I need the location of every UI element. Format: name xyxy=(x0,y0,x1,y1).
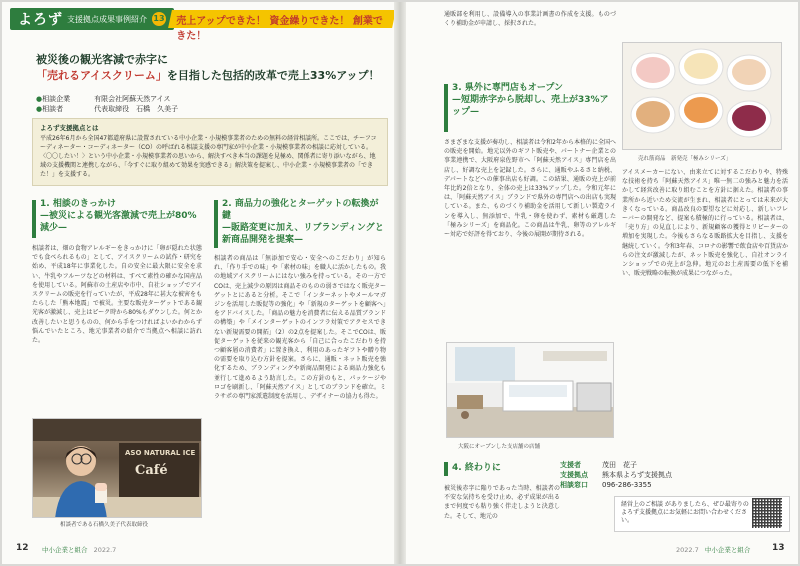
page-header xyxy=(2,2,394,42)
section-title: 終わりに xyxy=(464,463,501,473)
section-1-body: 相談者は、畑の食物アレルギーをきっかけに「卵が隠れた状態でも食べられるもの」として、アイスクリームの試作・研究を始め、平成18年に事業化した。自の安全に最大限に安全を求い、牛乳やフルーツなどの材料は、すべて素性の確かな国産品を使用している。阿蘇市の土産店や市中、自社ショップでアイスクリームの販売を行っていたが、平成28年に甚大な被害をもたらした「熊本地震」で被災。主要な販売ターゲットである観光客が激減し、売上はピーク時から80%もダウンした。何とか改善したいと思うものの、何から手をつければよいかわからず悩んでいたところ、地元事業者の紹介で当拠点へ相談に訪れた。 xyxy=(32,245,202,345)
section-title: 相談のきっかけ xyxy=(52,199,116,209)
section-subtitle: —被災による観光客激減で売上が80%減少— xyxy=(40,211,197,233)
section-bar xyxy=(444,84,448,132)
shop-interior xyxy=(447,343,614,438)
footer-magazine xyxy=(42,545,116,554)
product-caption: 売れ筋商品 新発売「極みシリーズ」 xyxy=(638,156,732,162)
spread-gutter xyxy=(394,2,406,564)
section-4-heading xyxy=(452,462,562,474)
product-photo xyxy=(622,42,782,150)
series-subtitle: 支援拠点成果事例紹介 xyxy=(67,14,147,24)
contact-value: 茂田 花子 xyxy=(602,461,637,469)
contact-value: 096-286-3355 xyxy=(602,481,652,489)
contact-value: 熊本県よろず支援拠点 xyxy=(602,471,672,479)
magazine-spread xyxy=(2,2,798,564)
shop-caption: 大阪にオープンした支店舗の店舗 xyxy=(458,444,541,450)
section-subtitle: —短期赤字から脱却し、売上が33%アップ— xyxy=(452,95,609,117)
contact-row xyxy=(560,470,672,480)
page-number: 13 xyxy=(772,543,785,553)
left-page xyxy=(2,2,394,564)
section-number: 1. xyxy=(40,199,50,209)
company-label: 相談企業 xyxy=(42,95,71,103)
photo-caption: 相談者である石橋久美子代表取締役 xyxy=(60,522,149,528)
title-line1: 被災後の観光客減で赤字に xyxy=(36,53,168,66)
shop-photo xyxy=(446,342,614,438)
section-4-body: 被災後赤字に陥りであった当時、相談者の不安な気持ちを受け止め、必ず成果が出るまで何度でも粘り強く伴走しようと決意した。そして、地元の xyxy=(444,485,560,520)
section-2-continued: 通販部を利用し、設備導入の事業計画書の作成を支援。ものづくり補助金が申請し、採択された。 xyxy=(444,11,616,28)
brand-name: よろず xyxy=(18,12,63,28)
section-3-body: さまざまな支援が奏功し、相談者は令和2年から本格的に全国への販売を開始。地元以外のギフト販売や、パートナー企業との事業連携で、大阪府泉佐野市へ「阿蘇天然アイス」専門店を出店し、好調な売上を記録した。さらに、通販やふるさと納税、デパートなどへの催事出店も好調。この結果、通販の売上が前年比約2倍となり、全体の売上は33%アップした。令和元年には、「阿蘇天然アイス」ブランドで県外の専門店への出店も実現している。また、ものづくり補助金を活用して新しい製造ラインを導入し、無添加で、牛乳・卵を使わず、素材も厳選した「極みシリーズ」を商品化。この商品は牛乳、卵等のアレルギー対応で好評を得ており、今後の展開が期待される。 xyxy=(444,139,616,239)
section-2-body: 相談者の商品は「無添加で安心・安全へのこだわり」が知られ、「作り手での味」や「素材の味」を職人に活かしたもの。我の地域アイスクリームにはない強みを持っている。その一方でCOは、売上減少の原因は商品そのものの弱さではなく販売ターゲットとにあると分析。そこで「インターネットやメールマガジンを活用した販促等の強化」や「新規のターゲットを顧客へ」をアドバイスした。「商品の魅力を消費者に伝える品質ブランドの構築」や「メインターゲットのインフラ対策でアクセスできない新規需要の開拓」（2）の2点を提案した。そこでCOは、販促ターゲットを従来の観光客から「自己に合ったこだわりを持つ顧客層の消費者」に置き換え、利用のあったギフトや贈り物の需要を取り込む方針を提案。さらに、通販・ネット販売を強化するため、ブランディングや新商品開発による商品力強化も並行して進めるよう助言した。この方針のもと、パッケージやロゴを刷新し、「阿蘇天然アイス」としてのブランドを確立。ミラサポの専門家派遣制度を活用し、デザイナーの協力も得た。 xyxy=(214,255,386,401)
title-highlight: 「売れるアイスクリーム」 xyxy=(36,69,167,82)
photo-illustration xyxy=(33,419,202,518)
intro-heading: よろず支援拠点とは xyxy=(40,124,99,132)
section-3-right-body: アイスメーカーにない、由来立てに対するこだわりや、特殊な技術を持ち「阿蘇天然アイス」唯一無二の強みと魅力を活かして経営改善に取り組むことを方針に据えた。相談者の事業所から近いため交流が生まれ、相談者にとっては未来が大きくなっている。商品改良の要望などに対応し、新しいフレーバーの開発など、提案も積極的に行っている。相談者は、「売り方」の見直しにより、新規顧客の獲得とリピーターの増加を実現した。今後もさらなる販路拡大を目指し、支援を継続していく。令和3年春、コロナの影響で飲食店や百貨店からの注文が激減したが、ネット販売を強化し、自社オンラインショップでの売上が急伸。地元のお土産需要の低下を補い、販売戦略の転換が成果につながった。 xyxy=(622,169,788,278)
section-bar xyxy=(214,200,218,248)
contact-info xyxy=(560,460,672,490)
contact-row xyxy=(560,480,672,490)
intro-text: 平成26年6月から全国47都道府県に設置されている中小企業・小規模事業者のための無料の経営相談所。ここでは、チーフコーディネーター・コーディネーター（CO）の呼ばれる相談支援の専門家が中小企業・小規模事業者の相談に応対している。〈〇〇したい！〉という中小企業・小規模事業者の思いから、解決すべき本当の課題を見極め、関係者に寄り添いながら、地域の支援機関と連携しながら、「今すぐに取り組めて効果を実感できる」解決策を提案し、中小企業・小規模事業者の「できた！」を支援する。 xyxy=(40,135,377,178)
footer-mag-name: 中小企業と組合 xyxy=(42,546,88,554)
contact-label: 相談窓口 xyxy=(560,481,588,489)
company-value: 有限会社阿蘇天然アイス xyxy=(94,95,171,103)
bullet-icon: ● xyxy=(36,95,43,103)
section-2-heading xyxy=(222,198,386,246)
section-1-heading xyxy=(40,198,200,234)
ice-cream-cups xyxy=(623,43,782,150)
contact-label: 支援拠点 xyxy=(560,471,588,479)
title-rest: を目指した包括的改革で売上33%アップ！ xyxy=(166,69,380,82)
company-row xyxy=(36,94,178,104)
footer-date: 2022.7 xyxy=(676,546,699,554)
company-label: 相談者 xyxy=(42,105,64,113)
footer-date: 2022.7 xyxy=(93,546,117,554)
footer-magazine xyxy=(676,545,750,554)
section-subtitle: —販路変更に加え、リブランディングと新商品開発を提案— xyxy=(222,223,384,245)
contact-label: 支援者 xyxy=(560,461,581,469)
article-title xyxy=(36,52,386,84)
section-bar xyxy=(444,462,448,476)
section-title: 県外に専門店もオープン xyxy=(464,83,564,93)
section-title: 商品力の強化とターゲットの転換が鍵 xyxy=(222,199,379,221)
footer-mag-name: 中小企業と組合 xyxy=(704,546,751,554)
intro-box xyxy=(32,118,388,186)
bullet-icon: ● xyxy=(36,105,43,113)
page-number: 12 xyxy=(16,543,29,553)
right-page xyxy=(406,2,798,564)
section-number: 3. xyxy=(452,83,462,93)
title-line2 xyxy=(36,68,386,84)
cafe-sign: Café xyxy=(135,463,168,478)
consultation-text: 経営上のご相談 がありましたら、ぜひ最寄りのよろず支援拠点にお気軽にお問い合わせください。 xyxy=(621,501,749,524)
contact-row xyxy=(560,460,672,470)
series-number: 13 xyxy=(152,12,166,26)
representative-photo xyxy=(32,418,202,518)
section-3-heading xyxy=(452,82,616,118)
qr-code-icon[interactable] xyxy=(752,498,782,528)
section-number: 4. xyxy=(452,463,462,473)
header-banner-text: 売上アップできた！ 資金繰りできた！ 創業できた！ xyxy=(176,16,383,42)
shop-sign: ASO NATURAL ICE xyxy=(125,449,196,457)
section-number: 2. xyxy=(222,199,232,209)
series-label xyxy=(10,8,174,30)
company-row xyxy=(36,104,178,114)
header-banner xyxy=(168,10,394,42)
company-info xyxy=(36,94,178,114)
section-bar xyxy=(32,200,36,238)
company-value: 代表取締役 石橋 久美子 xyxy=(94,105,179,113)
